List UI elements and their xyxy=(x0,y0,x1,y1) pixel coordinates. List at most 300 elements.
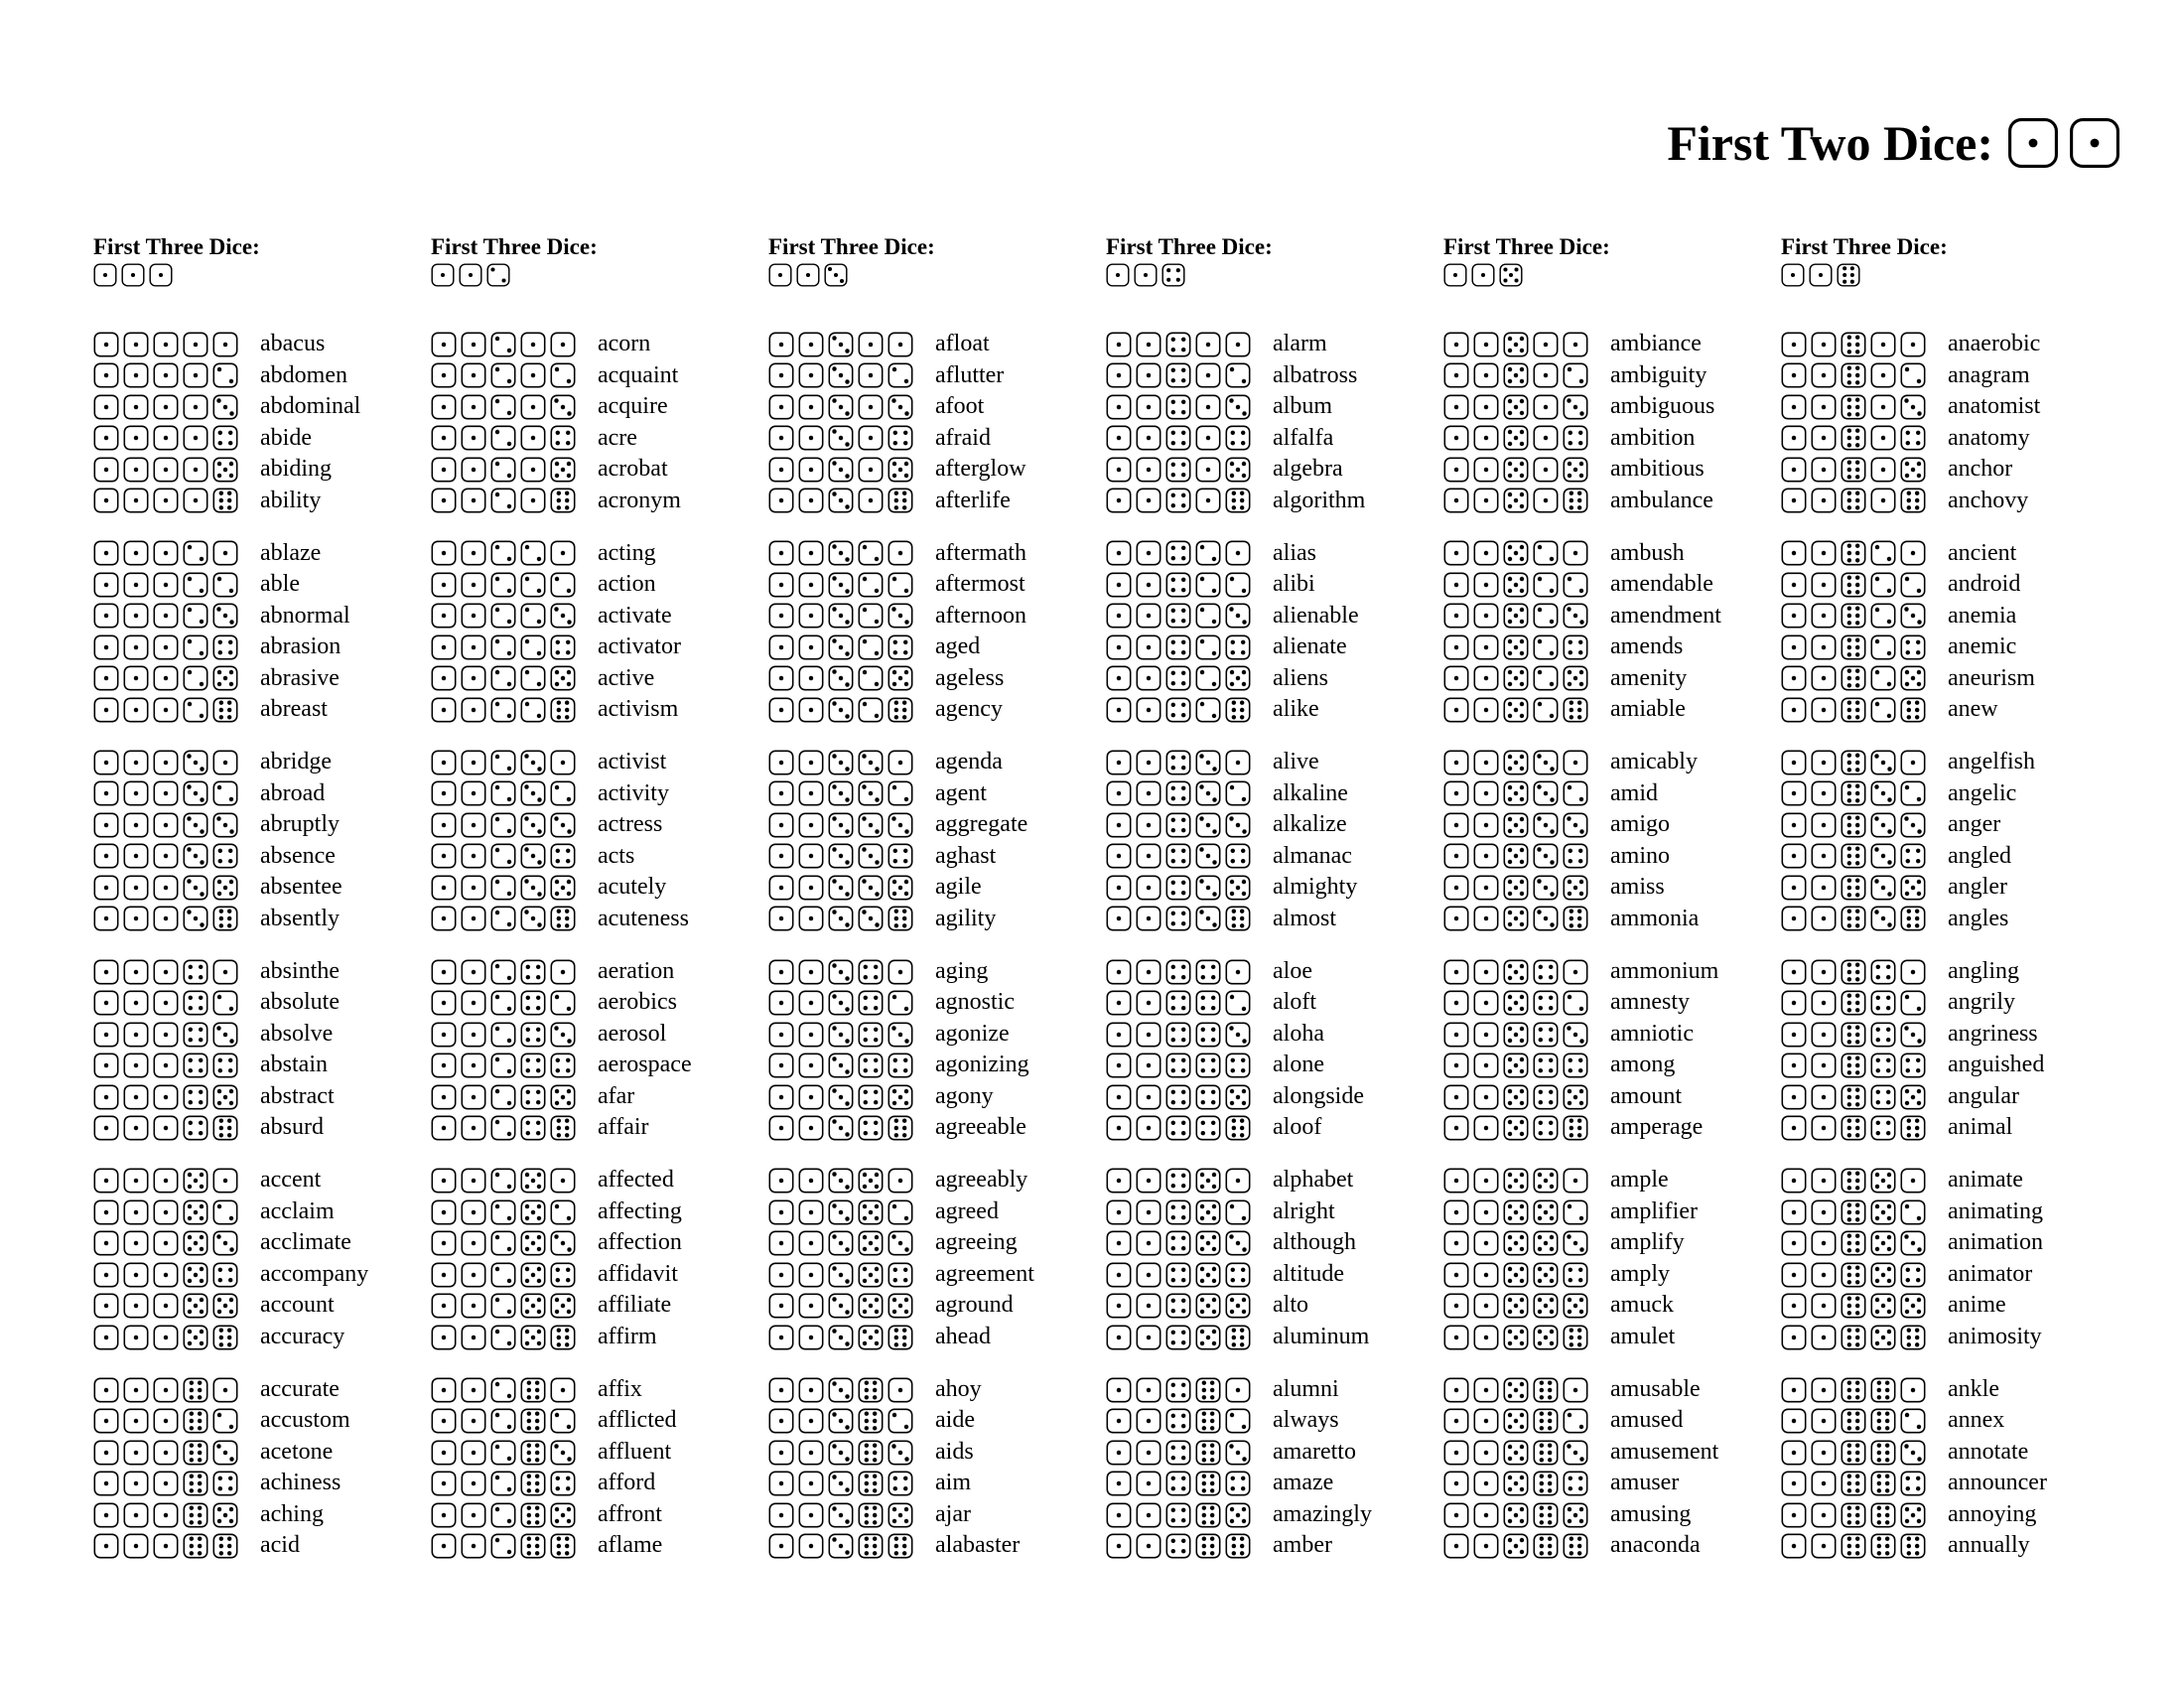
die-5-icon xyxy=(1503,425,1529,451)
list-item xyxy=(1106,778,1424,810)
word-label: aloe xyxy=(1273,957,1312,984)
roll-dice xyxy=(431,1199,598,1225)
die-1-icon xyxy=(798,812,824,838)
die-1-icon xyxy=(768,1199,794,1225)
roll-dice xyxy=(1106,488,1273,513)
die-1-icon xyxy=(1533,332,1559,357)
roll-dice xyxy=(93,875,260,901)
die-1-icon xyxy=(1136,1022,1161,1048)
word-label: aground xyxy=(935,1292,1014,1319)
die-4-icon xyxy=(212,1471,238,1496)
die-1-icon xyxy=(1900,750,1926,775)
die-3-icon xyxy=(1900,394,1926,420)
list-item xyxy=(431,1322,749,1353)
die-2-icon xyxy=(520,540,546,566)
die-1-icon xyxy=(1781,1199,1807,1225)
die-2-icon xyxy=(1870,697,1896,723)
die-6-icon xyxy=(1841,1325,1866,1350)
die-2-icon xyxy=(490,1293,516,1319)
die-1-icon xyxy=(1136,780,1161,806)
die-1-icon xyxy=(1106,875,1132,901)
die-4-icon xyxy=(212,1262,238,1288)
word-label: album xyxy=(1273,393,1332,419)
die-2-icon xyxy=(887,990,913,1016)
die-4-icon xyxy=(1165,1377,1191,1403)
die-1-icon xyxy=(1443,1533,1469,1559)
die-6-icon xyxy=(1841,990,1866,1016)
entry-groups xyxy=(1781,329,2099,1562)
die-6-icon xyxy=(1225,488,1251,513)
list-item xyxy=(93,1196,411,1228)
list-item xyxy=(1443,569,1761,601)
list-item xyxy=(1443,1019,1761,1051)
die-1-icon xyxy=(768,1440,794,1466)
word-label: acid xyxy=(260,1532,300,1559)
die-4-icon xyxy=(1533,1115,1559,1141)
die-1-icon xyxy=(798,697,824,723)
die-3-icon xyxy=(828,1053,854,1078)
die-5-icon xyxy=(1503,1084,1529,1110)
list-item xyxy=(431,747,749,778)
die-1-icon xyxy=(153,959,179,985)
roll-dice xyxy=(768,1084,935,1110)
die-1-icon xyxy=(123,812,149,838)
die-5-icon xyxy=(1870,1199,1896,1225)
roll-dice xyxy=(768,1293,935,1319)
die-6-icon xyxy=(1900,1533,1926,1559)
list-item xyxy=(768,1322,1086,1353)
list-item xyxy=(768,1530,1086,1562)
word-label: account xyxy=(260,1292,335,1319)
die-1-icon xyxy=(1443,540,1469,566)
die-1-icon xyxy=(1473,540,1499,566)
word-label: afterlife xyxy=(935,487,1011,513)
word-label: aerospace xyxy=(598,1052,692,1078)
die-1-icon xyxy=(1136,425,1161,451)
word-label: absentee xyxy=(260,874,342,901)
die-4-icon xyxy=(183,1053,208,1078)
die-1-icon xyxy=(1781,263,1805,287)
roll-dice xyxy=(1443,1408,1610,1434)
die-5-icon xyxy=(1503,750,1529,775)
list-item xyxy=(1443,423,1761,455)
die-1-icon xyxy=(1811,362,1837,388)
die-1-icon xyxy=(768,697,794,723)
die-6-icon xyxy=(858,1502,884,1528)
die-1-icon xyxy=(461,959,486,985)
die-1-icon xyxy=(1106,1053,1132,1078)
die-1-icon xyxy=(1900,959,1926,985)
word-label: amiable xyxy=(1610,696,1686,723)
die-4-icon xyxy=(520,1022,546,1048)
die-3-icon xyxy=(887,603,913,629)
die-3-icon xyxy=(858,906,884,931)
word-label: absolute xyxy=(260,989,340,1016)
roll-dice xyxy=(1106,457,1273,483)
roll-dice xyxy=(1781,362,1948,388)
die-1-icon xyxy=(1473,457,1499,483)
die-1-icon xyxy=(768,1377,794,1403)
die-1-icon xyxy=(93,362,119,388)
die-1-icon xyxy=(1473,906,1499,931)
roll-dice xyxy=(1781,1262,1948,1288)
die-1-icon xyxy=(1473,362,1499,388)
die-1-icon xyxy=(431,1168,457,1194)
die-1-icon xyxy=(93,394,119,420)
roll-dice xyxy=(431,603,598,629)
list-item xyxy=(431,1290,749,1322)
die-1-icon xyxy=(461,812,486,838)
word-label: amends xyxy=(1610,633,1684,660)
die-2-icon xyxy=(1195,603,1221,629)
word-label: aide xyxy=(935,1407,975,1434)
word-label: animosity xyxy=(1948,1323,2042,1349)
die-1-icon xyxy=(1781,875,1807,901)
die-1-icon xyxy=(1136,540,1161,566)
die-6-icon xyxy=(1870,1533,1896,1559)
list-item xyxy=(93,1437,411,1469)
word-label: amendment xyxy=(1610,602,1721,629)
die-2-icon xyxy=(490,697,516,723)
roll-dice xyxy=(1781,665,1948,691)
die-1-icon xyxy=(1195,425,1221,451)
roll-dice xyxy=(1106,812,1273,838)
die-1-icon xyxy=(1473,697,1499,723)
roll-dice xyxy=(431,1262,598,1288)
die-6-icon xyxy=(550,488,576,513)
die-4-icon xyxy=(520,1084,546,1110)
die-4-icon xyxy=(1161,263,1185,287)
die-4-icon xyxy=(1165,634,1191,660)
list-item xyxy=(1443,956,1761,988)
die-1-icon xyxy=(431,425,457,451)
die-1-icon xyxy=(1781,906,1807,931)
roll-dice xyxy=(1443,362,1610,388)
die-1-icon xyxy=(1106,425,1132,451)
list-item xyxy=(431,1112,749,1144)
die-1-icon xyxy=(798,1199,824,1225)
die-6-icon xyxy=(1870,1408,1896,1434)
die-1-icon xyxy=(1136,812,1161,838)
list-item xyxy=(431,601,749,633)
die-3-icon xyxy=(1195,875,1221,901)
die-1-icon xyxy=(1106,1293,1132,1319)
die-1-icon xyxy=(123,875,149,901)
die-4-icon xyxy=(1870,1053,1896,1078)
die-1-icon xyxy=(1106,750,1132,775)
list-item xyxy=(768,1081,1086,1113)
roll-dice xyxy=(431,1022,598,1048)
die-1-icon xyxy=(1473,488,1499,513)
roll-dice xyxy=(768,843,935,869)
die-2-icon xyxy=(1533,572,1559,598)
die-1-icon xyxy=(1225,750,1251,775)
die-6-icon xyxy=(1841,603,1866,629)
die-1-icon xyxy=(1443,425,1469,451)
die-1-icon xyxy=(212,540,238,566)
word-label: abruptly xyxy=(260,811,340,838)
list-item xyxy=(93,454,411,486)
word-label: afternoon xyxy=(935,602,1026,629)
die-1-icon xyxy=(93,697,119,723)
roll-dice xyxy=(1781,1533,1948,1559)
die-6-icon xyxy=(1225,697,1251,723)
word-label: alright xyxy=(1273,1197,1335,1224)
word-label: acetone xyxy=(260,1438,334,1465)
die-4-icon xyxy=(183,990,208,1016)
roll-dice xyxy=(93,780,260,806)
die-4-icon xyxy=(212,843,238,869)
die-6-icon xyxy=(1841,332,1866,357)
die-1-icon xyxy=(1811,665,1837,691)
die-4-icon xyxy=(183,959,208,985)
die-4-icon xyxy=(1165,425,1191,451)
roll-dice xyxy=(1443,1168,1610,1194)
roll-dice xyxy=(431,1502,598,1528)
list-item xyxy=(431,841,749,873)
list-item xyxy=(431,1437,749,1469)
die-1-icon xyxy=(1781,1293,1807,1319)
die-6-icon xyxy=(212,1533,238,1559)
die-3-icon xyxy=(550,603,576,629)
die-1-icon xyxy=(1195,488,1221,513)
word-label: ageless xyxy=(935,664,1005,691)
die-1-icon xyxy=(93,780,119,806)
die-1-icon xyxy=(123,1471,149,1496)
word-label: action xyxy=(598,571,656,598)
entry-group xyxy=(768,747,1086,934)
list-item xyxy=(93,632,411,663)
die-6-icon xyxy=(183,1502,208,1528)
die-1-icon xyxy=(93,1053,119,1078)
list-item xyxy=(1781,1081,2099,1113)
entry-group xyxy=(1443,956,1761,1144)
die-3-icon xyxy=(828,603,854,629)
die-3-icon xyxy=(1563,394,1588,420)
die-1-icon xyxy=(1136,362,1161,388)
word-label: ambition xyxy=(1610,424,1696,451)
die-1-icon xyxy=(153,990,179,1016)
die-1-icon xyxy=(431,1262,457,1288)
list-item xyxy=(1106,1468,1424,1499)
die-1-icon xyxy=(1811,1199,1837,1225)
die-5-icon xyxy=(550,1502,576,1528)
word-label: alumni xyxy=(1273,1375,1339,1402)
die-6-icon xyxy=(1841,780,1866,806)
die-1-icon xyxy=(1781,812,1807,838)
die-6-icon xyxy=(1195,1471,1221,1496)
die-5-icon xyxy=(1195,1262,1221,1288)
word-label: amplify xyxy=(1610,1229,1685,1256)
entry-group xyxy=(93,747,411,934)
word-label: agnostic xyxy=(935,989,1015,1016)
die-1-icon xyxy=(1533,362,1559,388)
word-label: anagram xyxy=(1948,361,2030,388)
die-3-icon xyxy=(887,812,913,838)
die-3-icon xyxy=(828,332,854,357)
word-label: abdomen xyxy=(260,361,347,388)
roll-dice xyxy=(1443,1377,1610,1403)
die-1-icon xyxy=(461,1022,486,1048)
die-1-icon xyxy=(431,362,457,388)
die-2-icon xyxy=(1563,1408,1588,1434)
die-4-icon xyxy=(1195,990,1221,1016)
die-3-icon xyxy=(520,780,546,806)
die-6-icon xyxy=(1841,1293,1866,1319)
list-item xyxy=(1781,1112,2099,1144)
roll-dice xyxy=(431,540,598,566)
word-label: anchor xyxy=(1948,456,2013,482)
roll-dice xyxy=(1443,1262,1610,1288)
die-3-icon xyxy=(1563,603,1588,629)
die-3-icon xyxy=(828,812,854,838)
die-1-icon xyxy=(798,634,824,660)
word-label: agreement xyxy=(935,1260,1034,1287)
word-label: able xyxy=(260,571,300,598)
die-6-icon xyxy=(1195,1502,1221,1528)
die-5-icon xyxy=(212,665,238,691)
roll-dice xyxy=(1781,959,1948,985)
roll-dice xyxy=(1781,906,1948,931)
die-1-icon xyxy=(798,1440,824,1466)
list-item xyxy=(768,694,1086,726)
word-label: amusing xyxy=(1610,1500,1692,1527)
die-1-icon xyxy=(149,263,173,287)
list-item xyxy=(431,694,749,726)
roll-dice xyxy=(431,1230,598,1256)
die-1-icon xyxy=(461,634,486,660)
die-3-icon xyxy=(828,1084,854,1110)
word-label: aneurism xyxy=(1948,664,2035,691)
die-1-icon xyxy=(93,1262,119,1288)
word-label: achiness xyxy=(260,1470,341,1496)
die-6-icon xyxy=(858,1440,884,1466)
roll-dice xyxy=(1781,332,1948,357)
roll-dice xyxy=(768,394,935,420)
die-2-icon xyxy=(490,665,516,691)
die-3-icon xyxy=(1563,1230,1588,1256)
die-1-icon xyxy=(1443,457,1469,483)
die-1-icon xyxy=(1136,1230,1161,1256)
entry-group xyxy=(1781,1165,2099,1352)
die-3-icon xyxy=(520,812,546,838)
die-1-icon xyxy=(1811,603,1837,629)
roll-dice xyxy=(93,572,260,598)
die-3-icon xyxy=(887,1022,913,1048)
die-1-icon xyxy=(768,1471,794,1496)
roll-dice xyxy=(431,665,598,691)
die-1-icon xyxy=(887,1168,913,1194)
die-1-icon xyxy=(431,488,457,513)
die-5-icon xyxy=(1533,1293,1559,1319)
die-1-icon xyxy=(1106,1471,1132,1496)
list-item xyxy=(768,778,1086,810)
entry-group xyxy=(1443,329,1761,516)
word-label: amplifier xyxy=(1610,1197,1698,1224)
roll-dice xyxy=(1781,634,1948,660)
word-label: ambiance xyxy=(1610,331,1702,356)
word-label: activator xyxy=(598,633,681,660)
roll-dice xyxy=(1106,1408,1273,1434)
roll-dice xyxy=(1781,1325,1948,1350)
die-1-icon xyxy=(1811,1533,1837,1559)
die-4-icon xyxy=(858,990,884,1016)
die-1-icon xyxy=(798,750,824,775)
die-1-icon xyxy=(1136,1440,1161,1466)
die-1-icon xyxy=(768,875,794,901)
die-1-icon xyxy=(1106,1533,1132,1559)
die-1-icon xyxy=(1106,394,1132,420)
roll-dice xyxy=(1443,457,1610,483)
word-label: anemia xyxy=(1948,602,2017,629)
word-label: animator xyxy=(1948,1260,2033,1287)
die-1-icon xyxy=(93,1293,119,1319)
die-6-icon xyxy=(1837,263,1860,287)
die-6-icon xyxy=(550,1325,576,1350)
roll-dice xyxy=(1106,332,1273,357)
die-6-icon xyxy=(212,697,238,723)
die-3-icon xyxy=(828,1022,854,1048)
word-label: anatomist xyxy=(1948,393,2041,419)
die-1-icon xyxy=(1781,1377,1807,1403)
list-item xyxy=(93,694,411,726)
die-1-icon xyxy=(550,540,576,566)
list-item xyxy=(768,809,1086,841)
die-2-icon xyxy=(1563,362,1588,388)
word-label: affluent xyxy=(598,1438,672,1465)
column-header: First Three Dice: xyxy=(1781,234,1948,259)
roll-dice xyxy=(1781,750,1948,775)
die-2-icon xyxy=(490,572,516,598)
die-1-icon xyxy=(1473,1262,1499,1288)
die-3-icon xyxy=(1533,812,1559,838)
list-item xyxy=(768,632,1086,663)
list-item xyxy=(431,956,749,988)
die-5-icon xyxy=(1503,457,1529,483)
die-3-icon xyxy=(858,843,884,869)
roll-dice xyxy=(1106,603,1273,629)
die-5-icon xyxy=(1563,1293,1588,1319)
die-1-icon xyxy=(1136,1053,1161,1078)
roll-dice xyxy=(1781,425,1948,451)
word-label: aftermost xyxy=(935,571,1025,598)
die-2-icon xyxy=(550,362,576,388)
list-item xyxy=(1781,329,2099,360)
list-item xyxy=(1781,1259,2099,1291)
die-2-icon xyxy=(1870,634,1896,660)
die-3-icon xyxy=(858,875,884,901)
word-label: annex xyxy=(1948,1407,2005,1434)
list-item xyxy=(1443,987,1761,1019)
die-3-icon xyxy=(520,875,546,901)
die-3-icon xyxy=(828,1230,854,1256)
die-4-icon xyxy=(1533,1053,1559,1078)
roll-dice xyxy=(1106,990,1273,1016)
die-2-icon xyxy=(1563,780,1588,806)
die-4-icon xyxy=(1533,959,1559,985)
die-1-icon xyxy=(1870,362,1896,388)
list-item xyxy=(1781,1468,2099,1499)
roll-dice xyxy=(93,634,260,660)
die-1-icon xyxy=(1443,990,1469,1016)
die-4-icon xyxy=(1165,1053,1191,1078)
die-1-icon xyxy=(1473,1084,1499,1110)
list-item xyxy=(1443,1405,1761,1437)
die-1-icon xyxy=(1473,1471,1499,1496)
die-2-icon xyxy=(183,603,208,629)
die-3-icon xyxy=(183,780,208,806)
die-2-icon xyxy=(490,634,516,660)
